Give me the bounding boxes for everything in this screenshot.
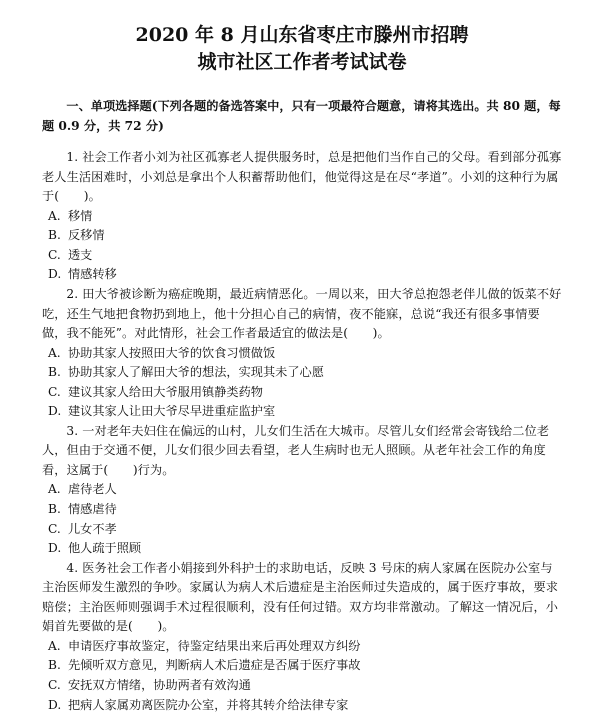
option-text: 协助其家人了解田大爷的想法，实现其未了心愿	[68, 365, 324, 380]
option-text: 建议其家人给田大爷服用镇静类药物	[68, 384, 263, 399]
section-header: 一、单项选择题(下列各题的备选答案中，只有一项最符合题意，请将其选出。共 80 题，每题 0.9 分，共 72 分)	[42, 99, 561, 133]
exam-title-line2: 城市社区工作者考试试卷	[197, 51, 407, 73]
option-letter: C.	[48, 247, 61, 262]
question-4	[42, 559, 562, 715]
option-c[interactable]	[42, 520, 562, 540]
option-text: 儿女不孝	[68, 521, 117, 536]
option-b[interactable]	[42, 656, 562, 676]
option-letter: C.	[48, 521, 61, 536]
option-letter: C.	[48, 678, 61, 692]
option-text: 安抚双方情绪，协助两者有效沟通	[68, 678, 251, 692]
option-text: 情感虐待	[68, 502, 117, 517]
option-a[interactable]	[42, 637, 562, 657]
question-stem: 2. 田大爷被诊断为癌症晚期，最近病情恶化。一周以来，田大爷总抱怨老伴儿做的饭菜不好吃，还生气地把食物扔到地上，他十分担心自己的病情，夜不能寐，总说“我还有很多事情要做，我不能死”。对此情形，社会工作者最适宜的做法是( )。	[42, 287, 562, 341]
question-3	[42, 422, 562, 559]
option-letter: D.	[48, 541, 62, 556]
question-1	[42, 148, 562, 285]
option-letter: A.	[48, 208, 61, 223]
question-2	[42, 285, 562, 422]
option-b[interactable]	[42, 363, 562, 383]
option-letter: B.	[48, 658, 61, 673]
option-d[interactable]	[42, 539, 562, 559]
option-text: 他人疏于照顾	[68, 541, 142, 556]
option-letter: A.	[48, 638, 61, 653]
option-d[interactable]	[42, 265, 562, 285]
option-letter: B.	[48, 228, 61, 243]
option-letter: D.	[48, 697, 62, 712]
option-letter: A.	[48, 482, 61, 497]
question-stem: 3. 一对老年夫妇住在偏远的山村，儿女们生活在大城市。尽管儿女们经常会寄钱给二位老人，但由于交通不便，儿女们很少回去看望，老人生病时也无人照顾。从老年社会工作的角度看，这属于( )行为。	[42, 423, 550, 477]
option-text: 反移情	[68, 228, 105, 243]
option-text: 移情	[68, 208, 93, 223]
option-letter: B.	[48, 502, 61, 517]
option-a[interactable]	[42, 344, 562, 364]
option-c[interactable]	[42, 246, 562, 266]
exam-title-line1: 2020 年 8 月山东省枣庄市滕州市招聘	[135, 24, 469, 46]
option-b[interactable]	[42, 226, 562, 246]
option-letter: D.	[48, 267, 62, 282]
option-letter: C.	[48, 384, 61, 399]
option-a[interactable]	[42, 480, 562, 500]
question-stem: 1. 社会工作者小刘为社区孤寡老人提供服务时，总是把他们当作自己的父母。看到部分孤寡老人生活困难时，小刘总是拿出个人积蓄帮助他们，他觉得这是在尽“孝道”。小刘的这种行为属于( )。	[42, 150, 562, 204]
option-letter: D.	[48, 404, 62, 419]
option-d[interactable]	[42, 402, 562, 422]
option-text: 建议其家人让田大爷尽早进重症监护室	[68, 404, 276, 419]
option-a[interactable]	[42, 207, 562, 227]
option-text: 情感转移	[68, 267, 117, 282]
option-c[interactable]	[42, 676, 562, 696]
option-d[interactable]	[42, 696, 562, 716]
option-b[interactable]	[42, 500, 562, 520]
question-stem: 4. 医务社会工作者小娟接到外科护士的求助电话，反映 3 号床的病人家属在医院办公室与主治医师发生激烈的争吵。家属认为病人术后遗症是主治医师过失造成的，属于医疗事故，要求赔偿；主治医师则强调手术过程很顺利，没有任何过错。双方均非常激动。了解这一情况后，小娟首先要做的是( )。	[42, 560, 559, 634]
option-c[interactable]	[42, 383, 562, 403]
option-letter: A.	[48, 345, 61, 360]
option-text: 把病人家属劝离医院办公室，并将其转介给法律专家	[68, 697, 349, 712]
option-letter: B.	[48, 365, 61, 380]
option-text: 协助其家人按照田大爷的饮食习惯做饭	[68, 345, 276, 360]
option-text: 先倾听双方意见，判断病人术后遗症是否属于医疗事故	[68, 658, 361, 673]
option-text: 虐待老人	[68, 482, 117, 497]
option-text: 透支	[68, 247, 93, 262]
option-text: 申请医疗事故鉴定，待鉴定结果出来后再处理双方纠纷	[68, 638, 361, 653]
